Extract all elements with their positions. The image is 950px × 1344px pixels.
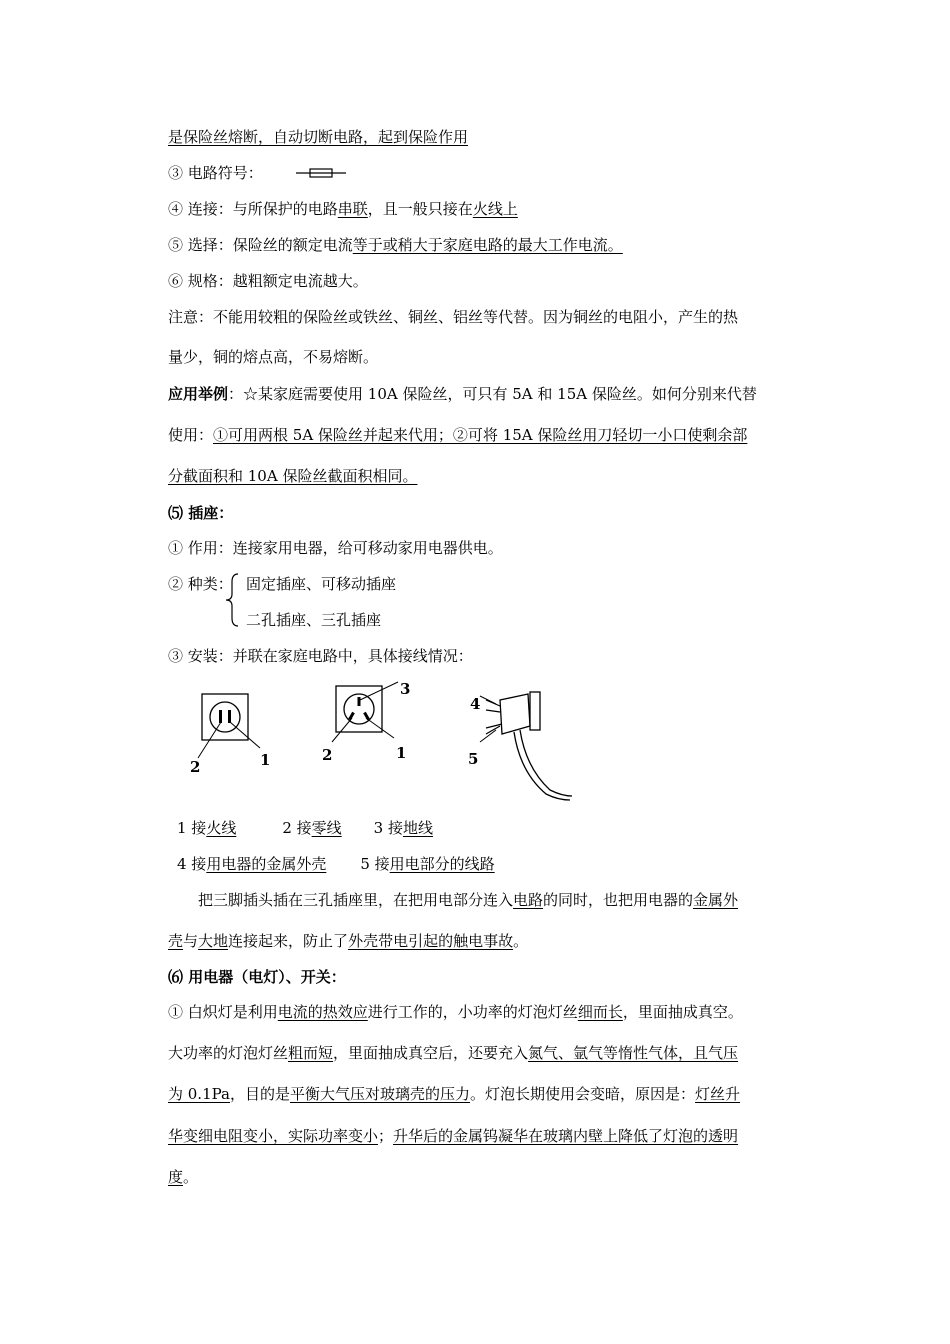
socket-types-line: ② 种类： bbox=[168, 575, 233, 593]
lamp-line-1: ① 白炽灯是利用电流的热效应进行工作的，小功率的灯泡灯丝细而长，里面抽成真空。 bbox=[168, 1003, 743, 1021]
label-1-three-hole: 1 bbox=[396, 744, 407, 762]
three-pin-plug-icon bbox=[468, 692, 572, 800]
plug-explain-line-2: 壳与大地连接起来，防止了外壳带电引起的触电事故。 bbox=[168, 932, 529, 950]
socket-heading: ⑸ 插座： bbox=[168, 504, 234, 522]
install-line: ③ 安装：并联在家庭电路中，具体接线情况： bbox=[168, 647, 473, 665]
label-2-three-hole: 2 bbox=[322, 746, 333, 764]
socket-wiring-figure bbox=[180, 676, 590, 806]
socket-type-1: 固定插座、可移动插座 bbox=[246, 575, 397, 593]
socket-function-line: ① 作用：连接家用电器，给可移动家用电器供电。 bbox=[168, 539, 503, 557]
label-1-two-hole: 1 bbox=[260, 751, 271, 769]
brace-icon bbox=[224, 572, 244, 628]
example-line-3: 分截面积和 10A 保险丝截面积相同。 bbox=[168, 467, 418, 485]
circuit-symbol-line: ③ 电路符号： bbox=[168, 164, 263, 182]
wiring-answers-1: 1 接火线 2 接零线 3 接地线 bbox=[177, 819, 433, 837]
lamp-line-2: 大功率的灯泡灯丝粗而短，里面抽成真空后，还要充入氮气、氩气等惰性气体，且气压 bbox=[168, 1044, 739, 1062]
label-4: 4 bbox=[470, 695, 481, 713]
fuse-symbol-icon bbox=[296, 166, 346, 180]
spec-line: ⑥ 规格：越粗额定电流越大。 bbox=[168, 272, 368, 290]
two-hole-socket-icon bbox=[190, 694, 270, 776]
note-line-2: 量少，铜的熔点高，不易熔断。 bbox=[168, 348, 379, 366]
fuse-blow-text: 是保险丝熔断，自动切断电路，起到保险作用 bbox=[168, 128, 469, 146]
example-line-2: 使用：①可用两根 5A 保险丝并起来代用；②可将 15A 保险丝用刀轻切一小口使剩余部 bbox=[168, 426, 748, 444]
lamp-line-5: 度。 bbox=[168, 1168, 199, 1186]
selection-line: ⑤ 选择：保险丝的额定电流等于或稍大于家庭电路的最大工作电流。 bbox=[168, 236, 623, 254]
label-5: 5 bbox=[468, 750, 479, 768]
socket-type-2: 二孔插座、三孔插座 bbox=[246, 611, 382, 629]
lamp-line-3: 为 0.1Pa，目的是平衡大气压对玻璃壳的压力。灯泡长期使用会变暗，原因是：灯丝升 bbox=[168, 1085, 741, 1103]
label-2-two-hole: 2 bbox=[190, 758, 201, 776]
label-3: 3 bbox=[400, 680, 411, 698]
note-line-1: 注意：不能用较粗的保险丝或铁丝、铜丝、铝丝等代替。因为铜丝的电阻小，产生的热 bbox=[168, 308, 739, 326]
lamp-line-4: 华变细电阻变小，实际功率变小；升华后的金属钨凝华在玻璃内壁上降低了灯泡的透明 bbox=[168, 1127, 739, 1145]
three-hole-socket-icon bbox=[322, 680, 410, 764]
example-line-1: 应用举例：☆某家庭需要使用 10A 保险丝，可只有 5A 和 15A 保险丝。如何分别来代替 bbox=[168, 385, 757, 403]
connection-line: ④ 连接：与所保护的电路串联，且一般只接在火线上 bbox=[168, 200, 518, 218]
wiring-answers-2: 4 接用电器的金属外壳 5 接用电部分的线路 bbox=[177, 855, 495, 873]
appliance-heading: ⑹ 用电器（电灯）、开关： bbox=[168, 968, 346, 986]
plug-explain-line-1: 把三脚插头插在三孔插座里，在把用电部分连入电路的同时，也把用电器的金属外 bbox=[198, 891, 739, 909]
